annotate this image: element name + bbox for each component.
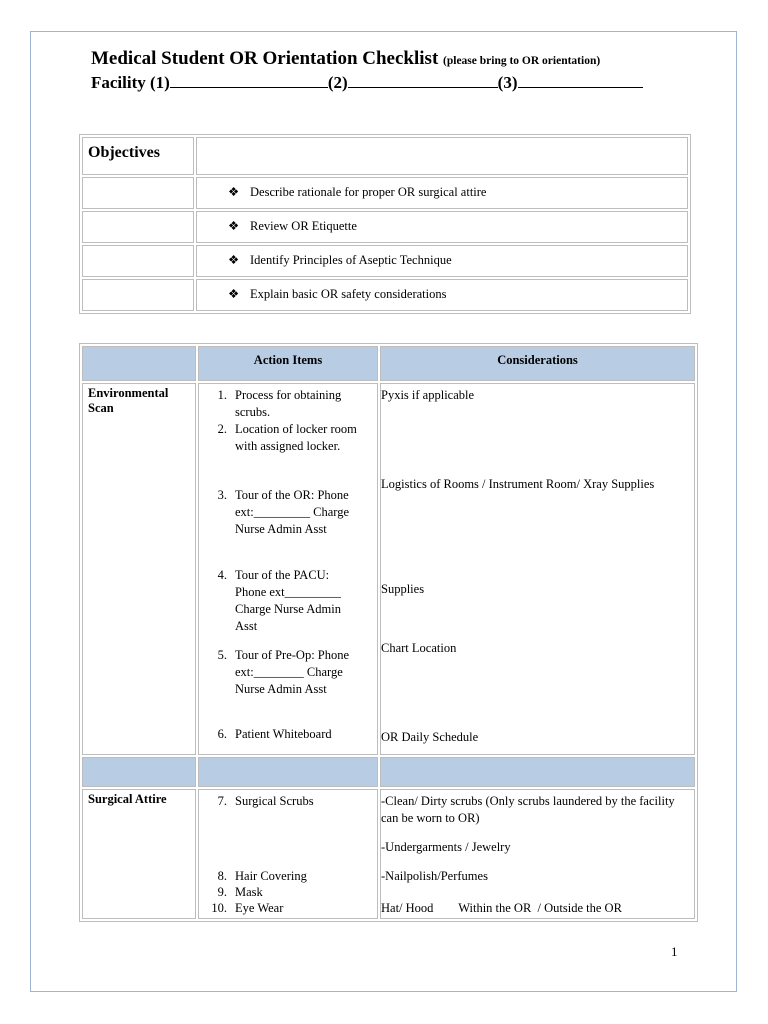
header-category-cell xyxy=(82,346,196,381)
list-item xyxy=(199,726,374,743)
environmental-scan-label: Environmental Scan xyxy=(88,386,169,415)
objective-cell xyxy=(196,177,688,209)
facility-line xyxy=(91,72,643,93)
item-number: 2. xyxy=(217,422,227,436)
list-item xyxy=(199,487,374,538)
surgical-attire-cell xyxy=(82,789,196,919)
consideration-text: Chart Location xyxy=(381,641,457,655)
attire-items-cell xyxy=(198,789,378,919)
diamond-bullet-icon: ❖ xyxy=(228,219,240,233)
item-number: 9. xyxy=(217,885,227,899)
objective-text: Describe rationale for proper OR surgical attire xyxy=(250,185,487,199)
objective-text: Explain basic OR safety considerations xyxy=(250,287,447,301)
divider-cell xyxy=(198,757,378,787)
page-number: 1 xyxy=(671,944,678,959)
objectives-header-row xyxy=(82,137,688,175)
item-number: 10. xyxy=(211,901,227,915)
objectives-header-cell xyxy=(82,137,194,175)
list-item xyxy=(199,421,374,455)
item-text: Surgical Scrubs xyxy=(235,794,314,808)
item-number: 6. xyxy=(217,727,227,741)
objective-cell xyxy=(196,211,688,243)
objective-cell xyxy=(196,245,688,277)
objectives-title: Objectives xyxy=(88,144,160,161)
objective-row xyxy=(82,279,688,311)
list-item xyxy=(199,387,374,421)
shaded-divider-row xyxy=(82,757,695,787)
item-number: 7. xyxy=(217,794,227,808)
surgical-attire-row xyxy=(82,789,695,919)
attire-considerations-cell xyxy=(380,789,695,919)
objective-text: Identify Principles of Aseptic Technique xyxy=(250,253,452,267)
consideration-text: -Nailpolish/Perfumes xyxy=(381,869,488,883)
item-text: Hair Covering xyxy=(235,869,307,883)
environmental-considerations-cell xyxy=(380,383,695,755)
consideration-text: -Clean/ Dirty scrubs (Only scrubs laundered by the facility can be worn to OR) xyxy=(381,794,675,825)
objective-empty-cell xyxy=(82,177,194,209)
consideration-text: Pyxis if applicable xyxy=(381,388,475,402)
facility-1-label: (1) xyxy=(150,73,170,92)
diamond-bullet-icon: ❖ xyxy=(228,185,240,199)
item-text: Location of locker room with assigned locker. xyxy=(235,422,357,453)
consideration-text: Logistics of Rooms / Instrument Room/ Xray Supplies xyxy=(381,477,655,491)
environmental-items-cell xyxy=(198,383,378,755)
objective-row xyxy=(82,211,688,243)
action-header-row xyxy=(82,346,695,381)
surgical-attire-label: Surgical Attire xyxy=(88,792,167,806)
facility-2-label: (2) xyxy=(327,73,348,92)
facility-label: Facility xyxy=(91,73,146,92)
consideration-text: -Undergarments / Jewelry xyxy=(381,840,511,854)
item-text: Process for obtaining scrubs. xyxy=(235,388,342,419)
item-number: 1. xyxy=(217,388,227,402)
item-number: 3. xyxy=(217,488,227,502)
page-title xyxy=(91,48,600,70)
title-note: (please bring to OR orientation) xyxy=(443,55,601,67)
objective-row xyxy=(82,245,688,277)
facility-3-label: (3) xyxy=(497,73,518,92)
item-text: Tour of Pre-Op: Phone ext:________ Charge Nurse Admin Asst xyxy=(235,648,350,696)
divider-cell xyxy=(380,757,695,787)
facility-2-blank[interactable] xyxy=(348,72,498,88)
objective-empty-cell xyxy=(82,245,194,277)
objective-text: Review OR Etiquette xyxy=(250,219,357,233)
title-main: Medical Student OR Orientation Checklist xyxy=(91,48,439,69)
consideration-text: OR Daily Schedule xyxy=(381,730,479,744)
item-text: Mask xyxy=(235,885,263,899)
environmental-scan-cell xyxy=(82,383,196,755)
item-number: 8. xyxy=(217,869,227,883)
objective-row xyxy=(82,177,688,209)
item-number: 4. xyxy=(217,568,227,582)
environmental-scan-row xyxy=(82,383,695,755)
header-considerations: Considerations xyxy=(380,346,695,381)
diamond-bullet-icon: ❖ xyxy=(228,287,240,301)
list-item xyxy=(199,868,374,885)
objective-cell xyxy=(196,279,688,311)
consideration-text: Supplies xyxy=(381,582,425,596)
objectives-table xyxy=(79,134,691,314)
list-item xyxy=(199,647,374,698)
facility-1-blank[interactable] xyxy=(170,72,328,88)
objective-empty-cell xyxy=(82,211,194,243)
list-item xyxy=(199,793,374,810)
objective-empty-cell xyxy=(82,279,194,311)
divider-cell xyxy=(82,757,196,787)
diamond-bullet-icon: ❖ xyxy=(228,253,240,267)
item-text: Tour of the OR: Phone ext:_________ Charge Nurse Admin Asst xyxy=(235,488,349,536)
action-items-table xyxy=(79,343,698,922)
item-text: Eye Wear xyxy=(235,901,284,915)
list-item xyxy=(199,884,374,901)
item-text: Tour of the PACU: Phone ext_________ Charge Nurse Admin Asst xyxy=(235,568,342,633)
header-action-items: Action Items xyxy=(198,346,378,381)
list-item xyxy=(199,900,374,917)
item-text: Patient Whiteboard xyxy=(235,727,332,741)
facility-3-blank[interactable] xyxy=(518,72,643,88)
consideration-text: Hat/ Hood Within the OR / Outside the OR xyxy=(381,901,622,915)
objectives-header-blank xyxy=(196,137,688,175)
list-item xyxy=(199,567,374,635)
item-number: 5. xyxy=(217,648,227,662)
